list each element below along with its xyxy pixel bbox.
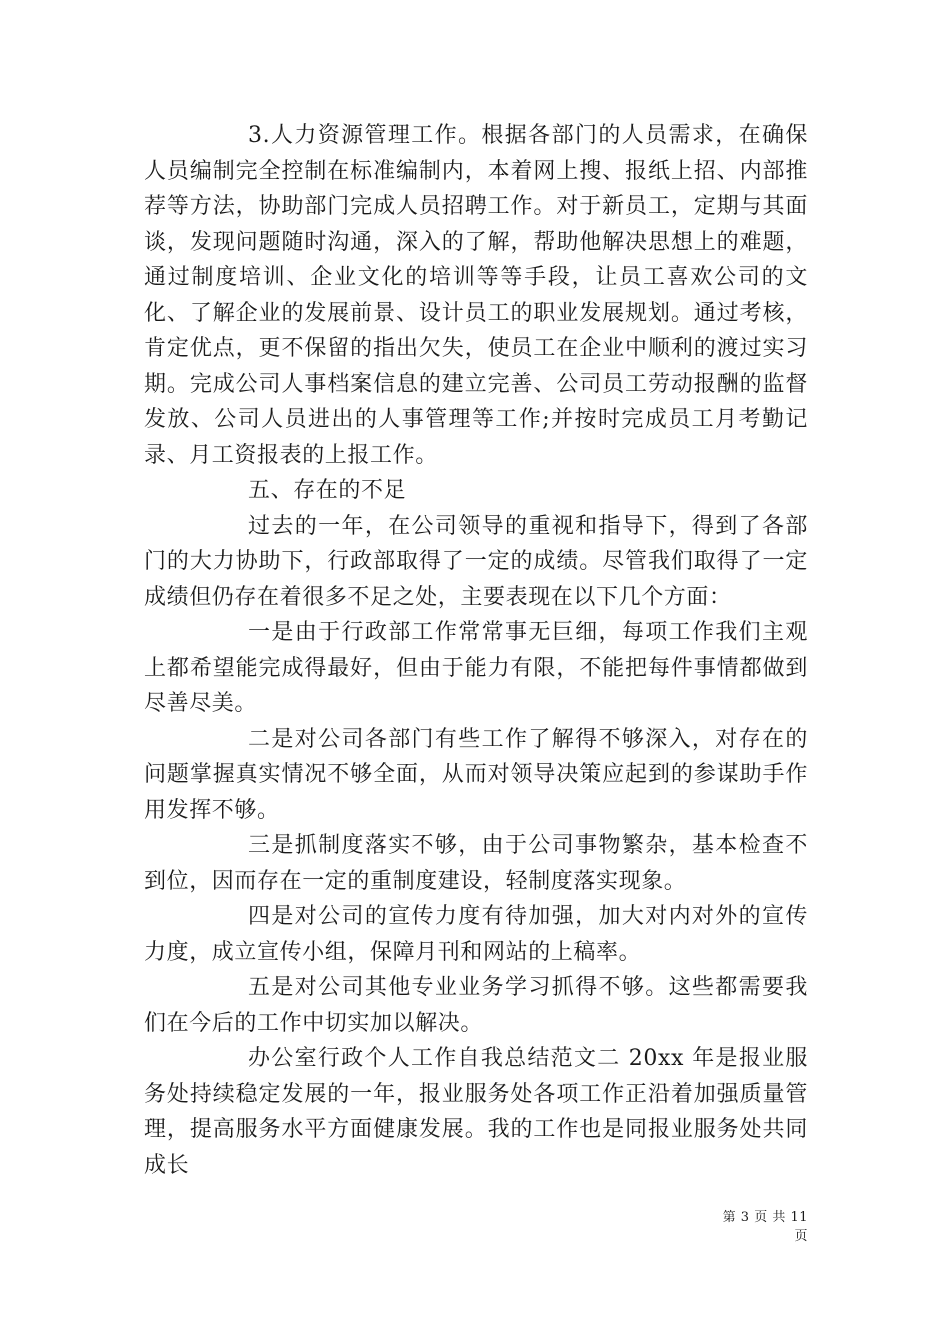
paragraph-point-two: 二是对公司各部门有些工作了解得不够深入，对存在的问题掌握真实情况不够全面，从而对领导决策应起到的参谋助手作用发挥不够。 bbox=[144, 726, 808, 823]
paragraph-hr-management: 3.人力资源管理工作。根据各部门的人员需求，在确保人员编制完全控制在标准编制内，本着网上搜、报纸上招、内部推荐等方法，协助部门完成人员招聘工作。对于新员工，定期与其面谈，发现问题随时沟通，深入的了解，帮助他解决思想上的难题，通过制度培训、企业文化的培训等等手段，让员工喜欢公司的文化、了解企业的发展前景、设计员工的职业发展规划。通过考核，肯定优点，更不保留的指出欠失，使员工在企业中顺利的渡过实习期。完成公司人事档案信息的建立完善、公司员工劳动报酬的监督发放、公司人员进出的人事管理等工作;并按时完成员工月考勤记录、月工资报表的上报工作。 bbox=[144, 123, 808, 468]
paragraph-point-five: 五是对公司其他专业业务学习抓得不够。这些都需要我们在今后的工作中切实加以解决。 bbox=[144, 975, 808, 1036]
paragraph-sample-two: 办公室行政个人工作自我总结范文二 20xx 年是报业服务处持续稳定发展的一年，报业服务处各项工作正沿着加强质量管理，提高服务水平方面健康发展。我的工作也是同报业服务处共同成长 bbox=[144, 1046, 808, 1178]
section-heading-shortcomings: 五、存在的不足 bbox=[248, 478, 407, 503]
paragraph-point-one: 一是由于行政部工作常常事无巨细，每项工作我们主观上都希望能完成得最好，但由于能力有限，不能把每件事情都做到尽善尽美。 bbox=[144, 620, 808, 716]
paragraph-point-three: 三是抓制度落实不够，由于公司事物繁杂，基本检查不到位，因而存在一定的重制度建设，轻制度落实现象。 bbox=[144, 833, 808, 894]
paragraph-point-four: 四是对公司的宣传力度有待加强，加大对内对外的宣传力度，成立宣传小组，保障月刊和网站的上稿率。 bbox=[144, 904, 808, 965]
document-body bbox=[144, 118, 808, 1183]
page-number-footer: 第 3 页 共 11 页 bbox=[722, 1210, 808, 1244]
paragraph-past-year: 过去的一年，在公司领导的重视和指导下，得到了各部门的大力协助下，行政部取得了一定的成绩。尽管我们取得了一定成绩但仍存在着很多不足之处，主要表现在以下几个方面： bbox=[144, 513, 808, 610]
